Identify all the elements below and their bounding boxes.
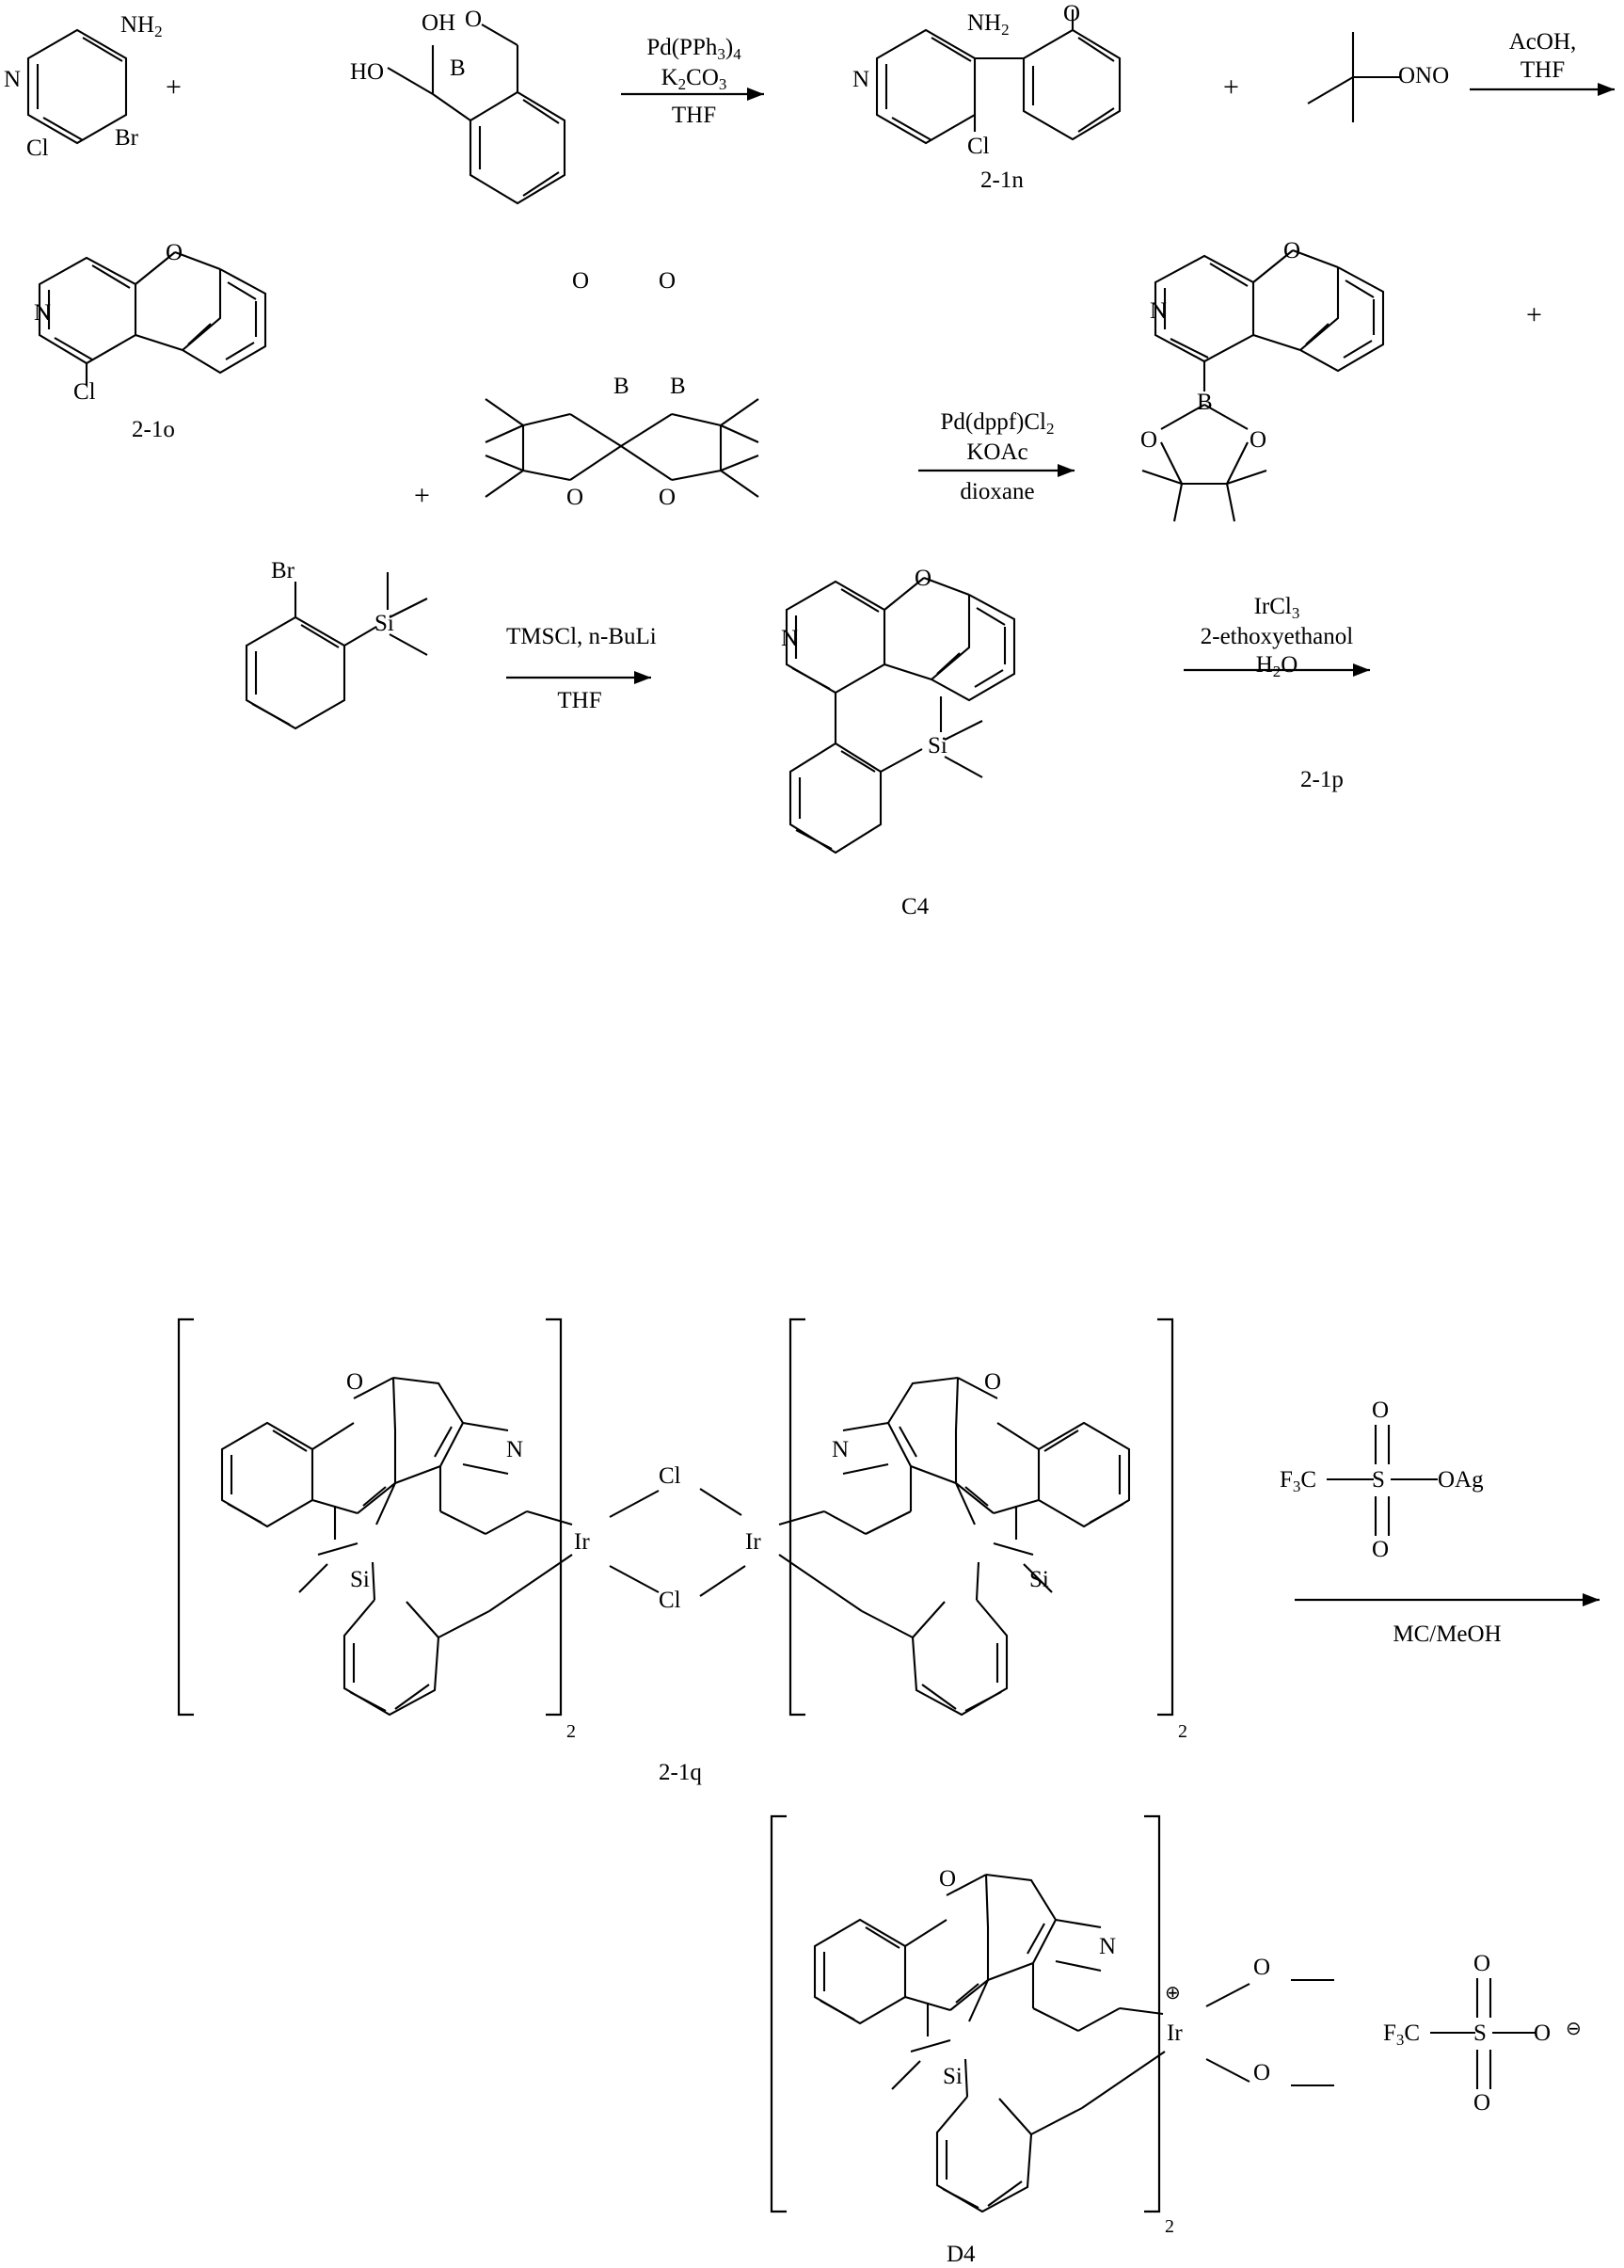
conditions-4-solvent — [506, 687, 653, 715]
subscript-right: 2 — [1178, 1721, 1187, 1742]
atom-label-anion-o-top: O — [1473, 1951, 1491, 1976]
solvent-thf-3: THF — [557, 688, 602, 713]
solvent-thf-2: THF — [1520, 56, 1566, 83]
structure-2-1o — [40, 252, 265, 386]
conditions-6 — [1297, 1621, 1598, 1649]
atom-label-dimer-o-left: O — [346, 1369, 364, 1395]
conditions-1-solvent — [621, 102, 767, 130]
atom-label-2-1p-o2: O — [1140, 427, 1158, 453]
atom-label-n: N — [4, 67, 22, 92]
conditions-2 — [1470, 28, 1616, 84]
solvent-thf: THF — [671, 103, 717, 128]
structure-b2pin2 — [486, 399, 758, 497]
structure-bromo-tms-benzene — [247, 572, 427, 728]
atom-label-r3-br: Br — [271, 558, 295, 583]
atom-label-2-1p-n: N — [1150, 298, 1168, 324]
atom-label-ono: ONO — [1398, 63, 1450, 88]
atom-label-2-1p-o3: O — [1250, 427, 1267, 453]
atom-label-boron: B — [450, 56, 466, 81]
atom-label-c4-n: N — [781, 626, 799, 651]
atom-label-c4-o: O — [915, 566, 932, 591]
atom-label-bpin-b1: O — [566, 485, 584, 510]
reagent-koac: KOAc — [966, 439, 1028, 466]
atom-label-d4-o: O — [939, 1866, 957, 1892]
atom-label-dimer-o-right: O — [984, 1369, 1002, 1395]
atom-label-anion-o-bottom: O — [1473, 2090, 1491, 2116]
plus-sign-1: + — [166, 72, 182, 103]
atom-label-bpin-o1: O — [572, 268, 590, 294]
compound-label-2-1p: 2-1p — [1300, 767, 1344, 792]
arrow-6 — [1295, 1593, 1600, 1606]
atom-label-anion-f3c: $F_3C$ — [1383, 2020, 1421, 2050]
atom-label-2-1p-b: B — [1197, 390, 1213, 415]
atom-label-sulfur: S — [1372, 1467, 1385, 1493]
reagent-tmscl-nbuli: TMSCl, n-BuLi — [506, 624, 657, 649]
atom-label-dimer-si-right: Si — [1029, 1567, 1049, 1592]
solvent-water: $H_2O$ — [1255, 651, 1298, 680]
atom-label-2-1p-o: O — [1283, 238, 1301, 264]
atom-label-boron-1: B — [613, 374, 629, 399]
charge-plus: ⊕ — [1165, 1983, 1181, 2004]
compound-label-c4: C4 — [901, 894, 930, 919]
compound-label-d4: D4 — [947, 2242, 976, 2267]
atom-label-methoxy-o: O — [465, 7, 483, 32]
reagent-acoh: AcOH, — [1508, 29, 1577, 55]
conditions-4 — [506, 623, 657, 651]
conditions-5 — [1184, 593, 1370, 681]
atom-label-ir-left: Ir — [574, 1529, 590, 1555]
atom-label-r2-cl: Cl — [73, 379, 96, 405]
reagent-ircl3: IrCl$_3$ — [1253, 594, 1300, 623]
atom-label-cl: Cl — [26, 136, 49, 161]
charge-minus: ⊖ — [1566, 2019, 1582, 2039]
atom-label-f3c: $F_3C$ — [1280, 1467, 1317, 1496]
reagent-pddppfcl2: $Pd(dppf)Cl_2$ — [940, 409, 1055, 439]
atom-label-prod-n: N — [852, 67, 870, 92]
atom-label-ho: HO — [350, 59, 385, 85]
atom-label-oh: OH — [422, 10, 456, 36]
atom-label-cl-bridge-top: Cl — [659, 1463, 681, 1489]
atom-label-anion-s: S — [1473, 2020, 1487, 2046]
solvent-dioxane: dioxane — [960, 479, 1035, 504]
conditions-3 — [918, 408, 1076, 467]
structure-aminopyridine — [28, 30, 126, 143]
compound-label-2-1o: 2-1o — [132, 417, 175, 442]
plus-sign-3: + — [414, 480, 430, 511]
atom-label-s-o-bottom: O — [1372, 1537, 1390, 1562]
reagent-pd-pph3: $Pd(PPh_3)_4$ — [646, 35, 741, 64]
subscript-d4: 2 — [1165, 2216, 1174, 2237]
structure-d4 — [772, 1816, 1334, 2212]
atom-label-ir-right: Ir — [745, 1529, 761, 1555]
atom-label-br: Br — [115, 125, 138, 151]
plus-sign-4: + — [1526, 299, 1542, 330]
atom-label-bpin-o2: O — [659, 268, 677, 294]
atom-label-boron-2: B — [670, 374, 686, 399]
plus-sign-2: + — [1223, 72, 1239, 103]
atom-label-d4-ome-bottom: O — [1253, 2060, 1271, 2085]
atom-label-d4-ir: Ir — [1167, 2020, 1183, 2046]
atom-label-s-o-top: O — [1372, 1398, 1390, 1423]
reagent-k2co3: $K_2CO_3$ — [661, 65, 727, 94]
atom-label-r2-n: N — [34, 300, 52, 326]
atom-label-cl-bridge-bottom: Cl — [659, 1588, 681, 1613]
atom-label-dimer-n-right: N — [832, 1437, 850, 1462]
arrow-2 — [1470, 83, 1615, 96]
arrow-4 — [506, 671, 651, 684]
structure-c4 — [787, 578, 1014, 853]
atom-label-oag: OAg — [1438, 1467, 1484, 1493]
structure-2-1p — [1142, 250, 1383, 521]
atom-label-prod-nh2: $NH_2$ — [967, 10, 1010, 40]
atom-label-dimer-si-left: Si — [350, 1567, 370, 1592]
atom-label-bpin-b2: O — [659, 485, 677, 510]
structure-tbuono — [1308, 32, 1400, 122]
atom-label-prod-o: O — [1063, 1, 1081, 26]
structure-2-1q — [179, 1319, 1172, 1715]
atom-label-d4-n: N — [1099, 1934, 1117, 1959]
compound-label-2-1q: 2-1q — [659, 1760, 702, 1785]
compound-label-2-1n: 2-1n — [980, 168, 1024, 193]
atom-label-r3-si: Si — [374, 611, 394, 636]
atom-label-anion-o-right: O — [1534, 2020, 1552, 2046]
atom-label-d4-ome-top: O — [1253, 1955, 1271, 1980]
structure-boronic-acid — [388, 24, 565, 203]
conditions-3-solvent — [918, 478, 1076, 506]
solvent-mc-meoh: MC/MeOH — [1393, 1621, 1502, 1647]
atom-label-c4-si: Si — [928, 733, 947, 759]
atom-label-dimer-n-left: N — [506, 1437, 524, 1462]
solvent-2-ethoxyethanol: 2-ethoxyethanol — [1200, 624, 1354, 650]
conditions-1 — [621, 34, 767, 94]
atom-label-d4-si: Si — [943, 2064, 963, 2089]
atom-label-r2-o: O — [166, 240, 183, 265]
subscript-left: 2 — [566, 1721, 576, 1742]
atom-label-prod-cl: Cl — [967, 134, 990, 159]
atom-label-nh2: $NH_2$ — [120, 12, 163, 41]
